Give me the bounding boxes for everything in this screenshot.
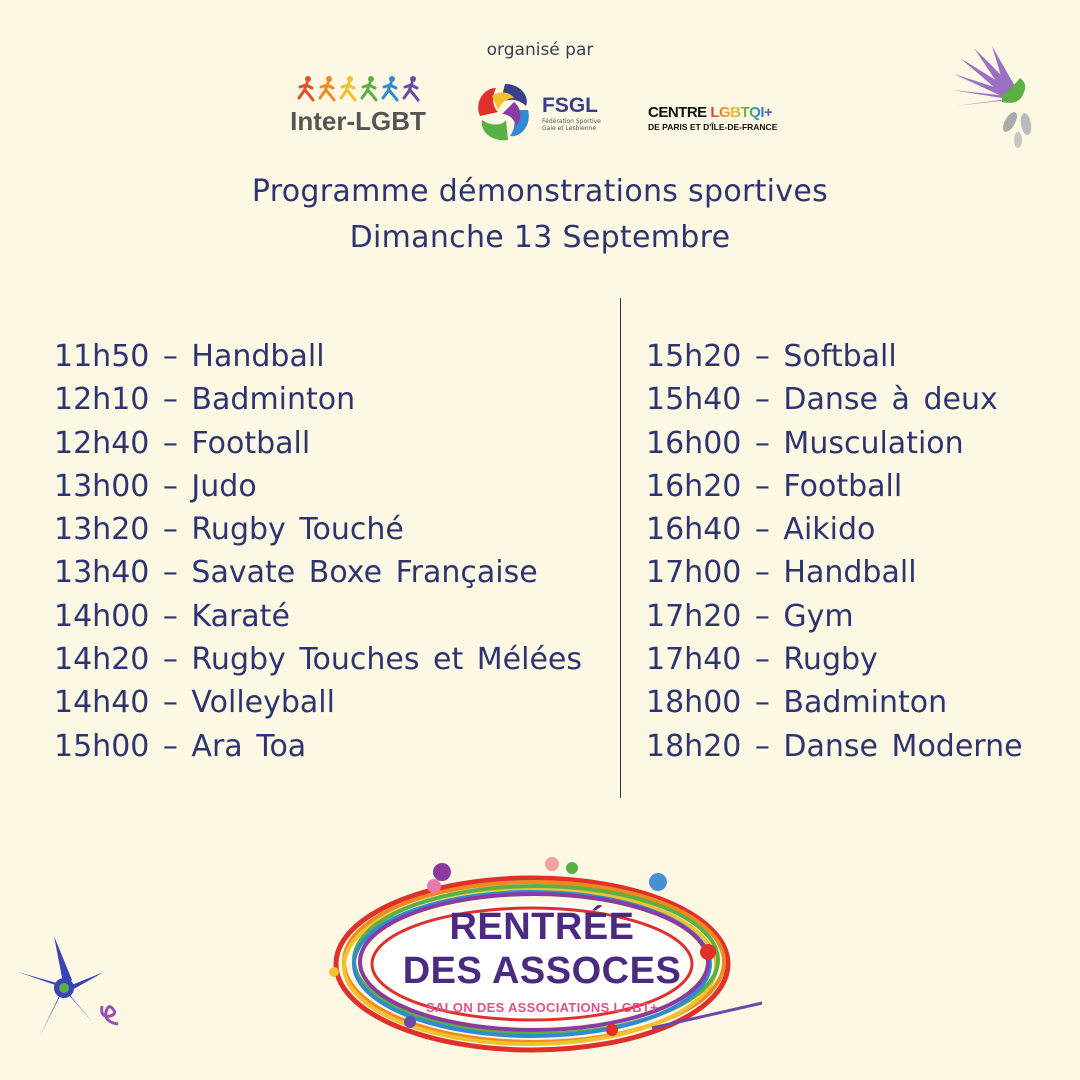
program-title: Programme démonstrations sportives (251, 174, 829, 209)
schedule-item: 12h40 – Football (54, 425, 311, 461)
schedule-item: 13h00 – Judo (54, 468, 257, 504)
inter-lgbt-logo (282, 76, 434, 140)
fsgl-logo (470, 76, 610, 148)
schedule-item: 16h20 – Football (646, 468, 903, 504)
column-divider (620, 298, 621, 798)
centre-label: CENTRE (648, 104, 711, 121)
centre-lgbtqi-label: LGBTQI+ (710, 104, 773, 121)
blue-flower-icon (14, 932, 126, 1040)
schedule-item: 14h00 – Karaté (54, 598, 290, 634)
event-subtitle: SALON DES ASSOCIATIONS LGBT+ (426, 1000, 658, 1015)
schedule-item: 15h00 – Ara Toa (54, 728, 307, 764)
schedule-item: 12h10 – Badminton (54, 382, 356, 418)
schedule-item: 13h20 – Rugby Touché (54, 512, 404, 548)
centre-lgbtqi-logo (648, 104, 808, 132)
schedule-item: 15h20 – Softball (646, 339, 897, 374)
centre-subtitle: DE PARIS ET D'ÎLE-DE-FRANCE (648, 122, 778, 132)
schedule-item: 17h20 – Gym (646, 598, 854, 634)
schedule-right-column (646, 335, 1023, 768)
schedule-item: 18h20 – Danse Moderne (646, 728, 1023, 764)
schedule-item: 14h20 – Rugby Touches et Mélées (54, 642, 583, 678)
rentree-des-assoces-logo (322, 852, 762, 1062)
fsgl-subtitle: Fédération Sportive Gaie et Lesbienne (542, 118, 601, 132)
schedule-item: 17h40 – Rugby (646, 642, 878, 678)
schedule-item: 13h40 – Savate Boxe Française (54, 555, 538, 591)
event-title-line2: DES ASSOCES (402, 950, 682, 992)
schedule-item: 14h40 – Volleyball (54, 685, 335, 721)
schedule-left-column (54, 335, 582, 768)
purple-flower-icon (948, 44, 1038, 154)
schedule-item: 18h00 – Badminton (646, 685, 948, 721)
schedule-item: 16h40 – Aikido (646, 512, 876, 548)
schedule-item: 17h00 – Handball (646, 555, 917, 591)
schedule-item: 16h00 – Musculation (646, 425, 964, 461)
inter-lgbt-name: Inter-LGBT (290, 106, 426, 136)
fsgl-name: FSGL (542, 94, 598, 117)
program-date: Dimanche 13 Septembre (349, 220, 731, 255)
fsgl-swirl-icon (470, 76, 540, 148)
schedule-item: 11h50 – Handball (54, 339, 325, 374)
event-title-line1: RENTRÉE (449, 906, 635, 948)
organised-by-label: organisé par (486, 40, 594, 60)
schedule-item: 15h40 – Danse à deux (646, 382, 998, 418)
runners-icon (282, 76, 434, 106)
